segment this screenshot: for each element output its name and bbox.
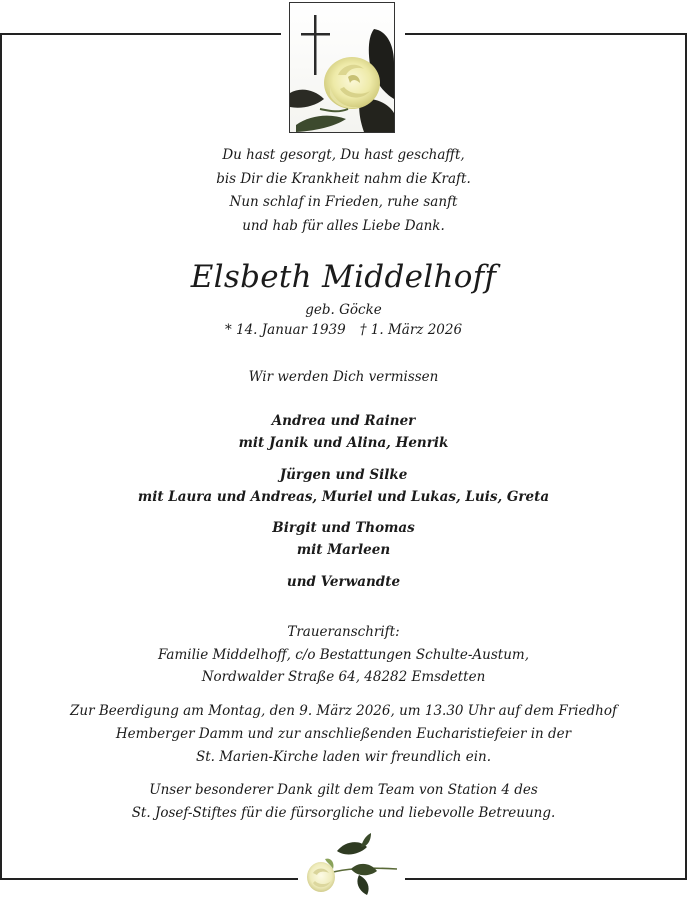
rose-bloom — [324, 57, 380, 109]
poem-line: und hab für alles Liebe Dank. — [242, 217, 445, 234]
address-line: Familie Middelhoff, c/o Bestattungen Schulte-Austum, — [157, 646, 529, 663]
family-line: Andrea und Rainer — [271, 413, 416, 429]
family-group — [0, 464, 687, 508]
address-line: Nordwalder Straße 64, 48282 Emsdetten — [201, 669, 486, 685]
deceased-name: Elsbeth Middelhoff — [190, 259, 497, 295]
rose-bloom — [307, 862, 335, 892]
frame-bottom-right — [405, 878, 687, 880]
thanks-notice — [0, 779, 687, 825]
family-line: Birgit und Thomas — [272, 520, 415, 536]
address-label: Traueranschrift: — [287, 624, 400, 640]
family-line: Jürgen und Silke — [279, 467, 408, 483]
thanks-line: St. Josef-Stiftes für die fürsorgliche und liebevolle Betreuung. — [131, 805, 556, 821]
cross-vertical — [314, 15, 317, 75]
cross-rose-image — [289, 2, 395, 133]
mourning-address — [0, 621, 687, 689]
family-group — [0, 571, 687, 593]
cross-rose-illustration — [290, 3, 394, 132]
family-line: mit Marleen — [296, 542, 391, 558]
family-group — [0, 517, 687, 561]
funeral-notice — [0, 700, 687, 769]
rose-illustration — [301, 829, 403, 897]
poem-line: Nun schlaf in Frieden, ruhe sanft — [229, 194, 458, 210]
poem-line: Du hast gesorgt, Du hast geschafft, — [222, 147, 465, 163]
funeral-line: Zur Beerdigung am Montag, den 9. März 2026, um 13.30 Uhr auf dem Friedhof — [70, 703, 617, 719]
cross-horizontal — [301, 33, 330, 36]
maiden-name: geb. Göcke — [305, 302, 382, 318]
funeral-line: St. Marien-Kirche laden wir freundlich ein. — [195, 749, 492, 765]
frame-top-right — [405, 33, 687, 35]
death-date: † 1. März 2026 — [359, 322, 463, 338]
rose-leaf — [351, 864, 377, 875]
rose-image — [301, 829, 403, 897]
life-dates — [0, 320, 687, 340]
frame-top-left — [0, 33, 281, 35]
poem — [0, 144, 687, 238]
thanks-line: Unser besonderer Dank gilt dem Team von Station 4 des — [149, 782, 538, 798]
birth-date: * 14. Januar 1939 — [224, 322, 346, 338]
family-line: mit Laura und Andreas, Muriel und Lukas, Luis, Greta — [137, 489, 550, 505]
poem-line: bis Dir die Krankheit nahm die Kraft. — [216, 170, 471, 187]
miss-line: Wir werden Dich vermissen — [248, 369, 439, 385]
family-group — [0, 410, 687, 454]
family-line: mit Janik und Alina, Henrik — [238, 435, 449, 451]
funeral-line: Hemberger Damm und zur anschließenden Eucharistiefeier in der — [115, 726, 572, 742]
family-line: und Verwandte — [286, 574, 401, 590]
rose-leaf — [357, 875, 368, 895]
frame-bottom-left — [0, 878, 298, 880]
